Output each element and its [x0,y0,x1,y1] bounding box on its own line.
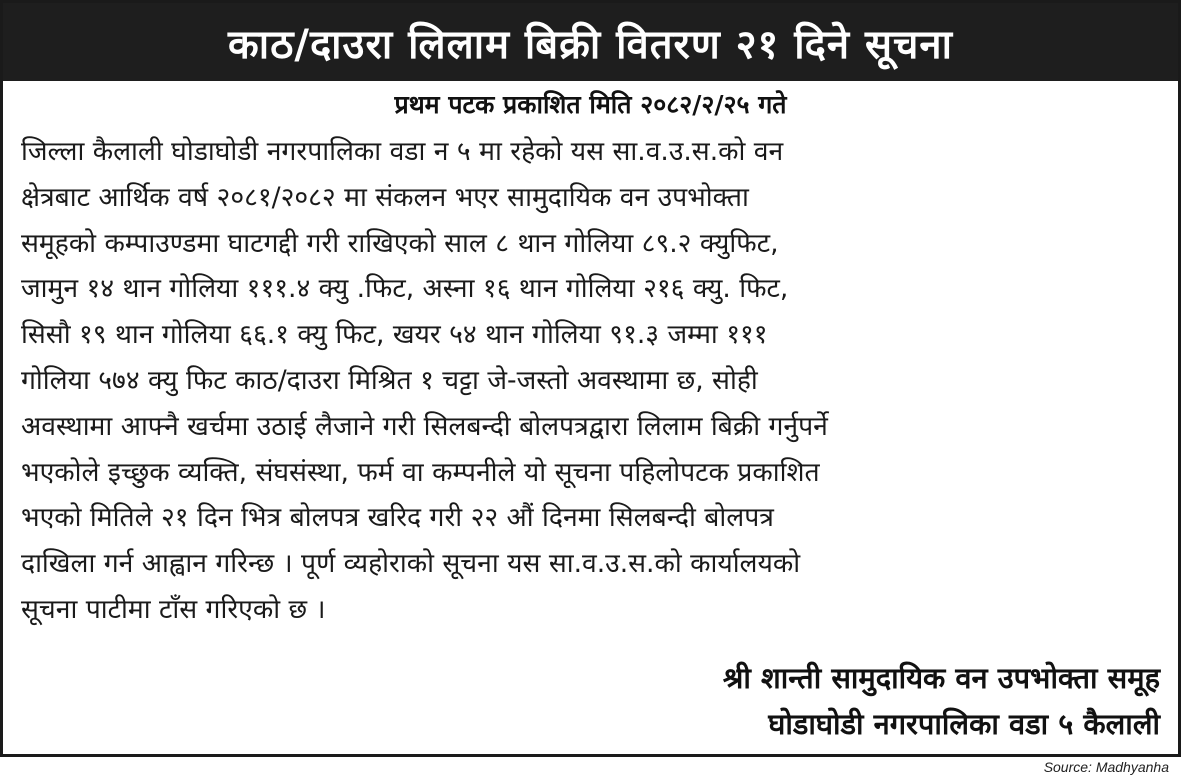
body-line: गोलिया ५७४ क्यु फिट काठ/दाउरा मिश्रित १ चट्टा जे-जस्तो अवस्थामा छ, सोही [21,364,758,396]
signature-location: घोडाघोडी नगरपालिका वडा ५ कैलाली [768,707,1160,741]
notice-header-bar [3,3,1178,81]
body-line: जिल्ला कैलाली घोडाघोडी नगरपालिका वडा न ५ मा रहेको यस सा.व.उ.स.को वन [21,136,784,167]
body-line: सिसौ १९ थान गोलिया ६६.१ क्यु फिट, खयर ५४ थान गोलिया ९१.३ जम्मा १११ [21,319,768,351]
body-line: क्षेत्रबाट आर्थिक वर्ष २०८१/२०८२ मा संकलन भएर सामुदायिक वन उपभोक्ता [21,181,749,213]
notice-body [21,129,1161,633]
body-line: दाखिला गर्न आह्वान गरिन्छ । पूर्ण व्यहोराको सूचना यस सा.व.उ.स.को कार्यालयको [21,548,801,580]
body-line: समूहको कम्पाउण्डमा घाटगद्दी गरी राखिएको साल ८ थान गोलिया ८९.२ क्युफिट, [21,227,779,259]
body-line: भएको मितिले २१ दिन भित्र बोलपत्र खरिद गरी २२ औं दिनमा सिलबन्दी बोलपत्र [21,502,774,534]
body-line: जामुन १४ थान गोलिया १११.४ क्यु .फिट, अस्ना १६ थान गोलिया २१६ क्यु. फिट, [21,273,789,305]
source-credit: Source: Madhyanha [1043,759,1169,775]
body-line: भएकोले इच्छुक व्यक्ति, संघसंस्था, फर्म वा कम्पनीले यो सूचना पहिलोपटक प्रकाशित [21,456,820,488]
notice-title: काठ/दाउरा लिलाम बिक्री वितरण २१ दिने सूचना [228,21,953,68]
publication-date-line: प्रथम पटक प्रकाशित मिति २०८२/२/२५ गते [394,90,787,119]
body-line: अवस्थामा आफ्नै खर्चमा उठाई लैजाने गरी सिलबन्दी बोलपत्रद्वारा लिलाम बिक्री गर्नुपर्ने [21,410,828,442]
signature-organization: श्री शान्ती सामुदायिक वन उपभोक्ता समूह [722,661,1160,695]
signature-block [723,655,1160,747]
body-line: सूचना पाटीमा टाँस गरिएको छ । [21,593,326,625]
